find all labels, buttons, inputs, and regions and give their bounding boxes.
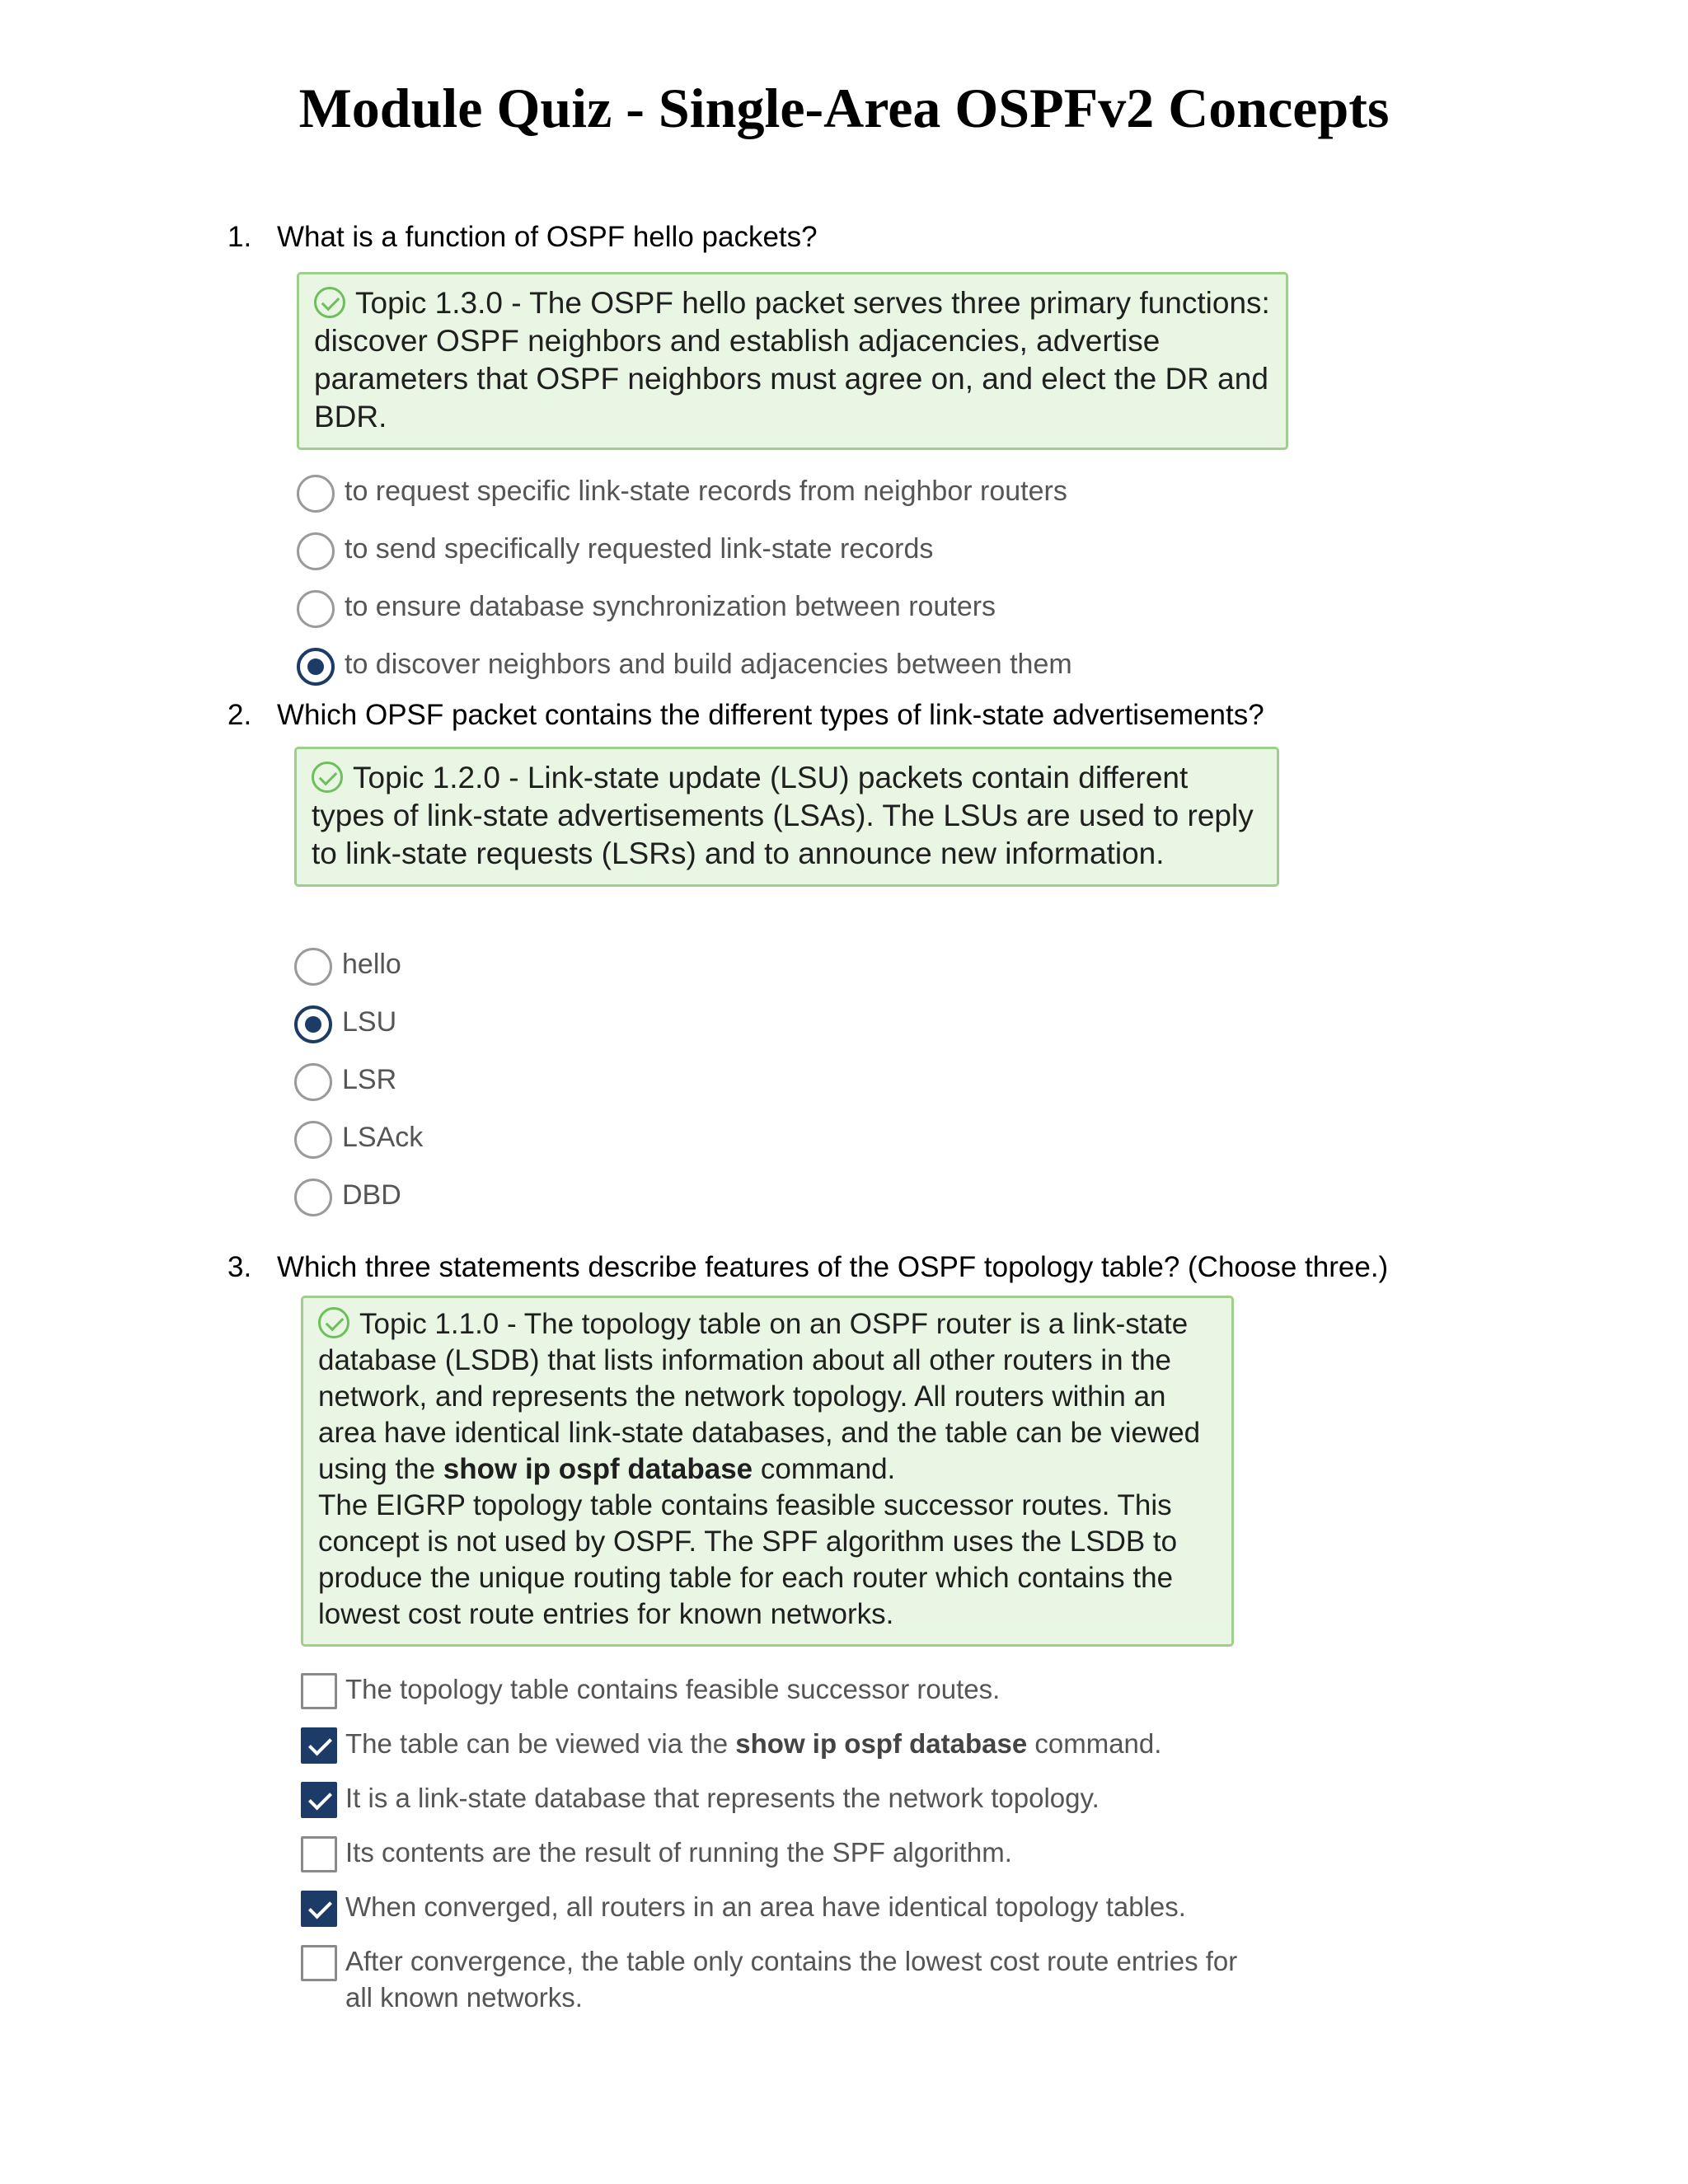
command-text: show ip ospf database xyxy=(735,1728,1028,1759)
question-text: What is a function of OSPF hello packets? xyxy=(277,221,818,253)
checkbox-icon[interactable] xyxy=(301,1836,337,1872)
option-label: LSU xyxy=(342,1006,397,1038)
option-radio-selected[interactable] xyxy=(294,1004,954,1062)
option-label-part: The table can be viewed via the xyxy=(345,1728,736,1759)
checkbox-icon[interactable] xyxy=(301,1673,337,1709)
feedback-paragraph: The EIGRP topology table contains feasible successor routes. This concept is not used by OSPF. The SPF algorithm uses the LSDB to produce the unique routing table for each router which contains the lowest cost route entries for known networks. xyxy=(318,1489,1178,1630)
feedback-box-3 xyxy=(301,1296,1234,1647)
question-1 xyxy=(227,221,818,254)
check-circle-icon xyxy=(318,1307,349,1338)
question-number: 3. xyxy=(227,1251,252,1283)
option-label: After convergence, the table only contains the lowest cost route entries for all known networks. xyxy=(345,1946,1238,2013)
option-radio[interactable] xyxy=(294,946,954,1004)
feedback-text: Topic 1.1.0 - The topology table on an OSPF router is a link-state database (LSDB) that lists information about all other routers in the network, and represents the network topology. All routers within an area have identical link-state databases, and the table can be viewed using the xyxy=(318,1308,1201,1485)
option-label-part: command. xyxy=(1027,1728,1162,1759)
feedback-text: Topic 1.2.0 - Link-state update (LSU) packets contain different types of link-state advertisements (LSAs). The LSUs are used to reply to link-state requests (LSRs) and to announce new information. xyxy=(312,761,1254,870)
option-radio[interactable] xyxy=(294,1119,954,1177)
option-label: LSR xyxy=(342,1064,397,1095)
command-text: show ip ospf database xyxy=(443,1453,753,1485)
option-radio[interactable] xyxy=(297,531,1451,588)
option-radio[interactable] xyxy=(294,1062,954,1119)
option-label: LSAck xyxy=(342,1122,424,1153)
feedback-box-2 xyxy=(294,747,1279,887)
question-number: 2. xyxy=(227,699,252,731)
option-label xyxy=(345,1728,1161,1759)
checkbox-checked-icon[interactable] xyxy=(301,1891,337,1927)
page-title: Module Quiz - Single-Area OSPFv2 Concepts xyxy=(298,77,1390,139)
option-checkbox[interactable] xyxy=(301,1943,1240,2013)
option-checkbox-checked[interactable] xyxy=(301,1726,1290,1780)
question-text: Which OPSF packet contains the different types of link-state advertisements? xyxy=(277,699,1264,731)
feedback-paragraph xyxy=(318,1306,1217,1488)
checkbox-checked-icon[interactable] xyxy=(301,1782,337,1818)
radio-button-icon[interactable] xyxy=(294,948,332,986)
option-label: to send specifically requested link-state records xyxy=(345,533,934,565)
option-checkbox[interactable] xyxy=(301,1671,1290,1726)
option-label: Its contents are the result of running the SPF algorithm. xyxy=(345,1837,1012,1868)
radio-button-icon[interactable] xyxy=(297,590,335,628)
feedback-box-1 xyxy=(297,272,1288,450)
option-checkbox-checked[interactable] xyxy=(301,1780,1290,1835)
options-2 xyxy=(294,946,954,1235)
option-label: hello xyxy=(342,949,401,980)
feedback-text: command. xyxy=(753,1453,896,1485)
radio-button-icon[interactable] xyxy=(297,475,335,513)
option-label: When converged, all routers in an area have identical topology tables. xyxy=(345,1891,1186,1922)
feedback-text: Topic 1.3.0 - The OSPF hello packet serves three primary functions: discover OSPF neighbors and establish adjacencies, advertise parameters that OSPF neighbors must agree on, and elect the DR and BDR. xyxy=(314,286,1270,434)
check-circle-icon xyxy=(312,762,343,793)
option-checkbox-checked[interactable] xyxy=(301,1889,1290,1943)
question-2 xyxy=(227,699,1264,732)
option-label: DBD xyxy=(342,1179,401,1211)
option-radio-selected[interactable] xyxy=(297,646,1451,704)
option-label: The topology table contains feasible successor routes. xyxy=(345,1674,1001,1704)
option-radio[interactable] xyxy=(294,1177,954,1235)
radio-button-icon[interactable] xyxy=(297,532,335,570)
question-3 xyxy=(227,1251,1388,1284)
check-circle-icon xyxy=(314,287,345,318)
options-1 xyxy=(297,473,1451,704)
radio-button-icon[interactable] xyxy=(294,1121,332,1159)
radio-selected-icon[interactable] xyxy=(294,1005,332,1043)
radio-selected-icon[interactable] xyxy=(297,648,335,686)
option-checkbox[interactable] xyxy=(301,1835,1290,1889)
checkbox-checked-icon[interactable] xyxy=(301,1727,337,1764)
option-label: to discover neighbors and build adjacencies between them xyxy=(345,649,1072,680)
radio-button-icon[interactable] xyxy=(294,1063,332,1101)
option-radio[interactable] xyxy=(297,473,1451,531)
option-label: to request specific link-state records from neighbor routers xyxy=(345,476,1067,507)
question-number: 1. xyxy=(227,221,252,253)
checkbox-icon[interactable] xyxy=(301,1945,337,1981)
options-3 xyxy=(301,1671,1290,2013)
radio-button-icon[interactable] xyxy=(294,1179,332,1216)
option-label: to ensure database synchronization between routers xyxy=(345,591,996,622)
question-text: Which three statements describe features of the OSPF topology table? (Choose three.) xyxy=(277,1251,1389,1283)
option-label: It is a link-state database that represents the network topology. xyxy=(345,1783,1100,1813)
option-radio[interactable] xyxy=(297,588,1451,646)
